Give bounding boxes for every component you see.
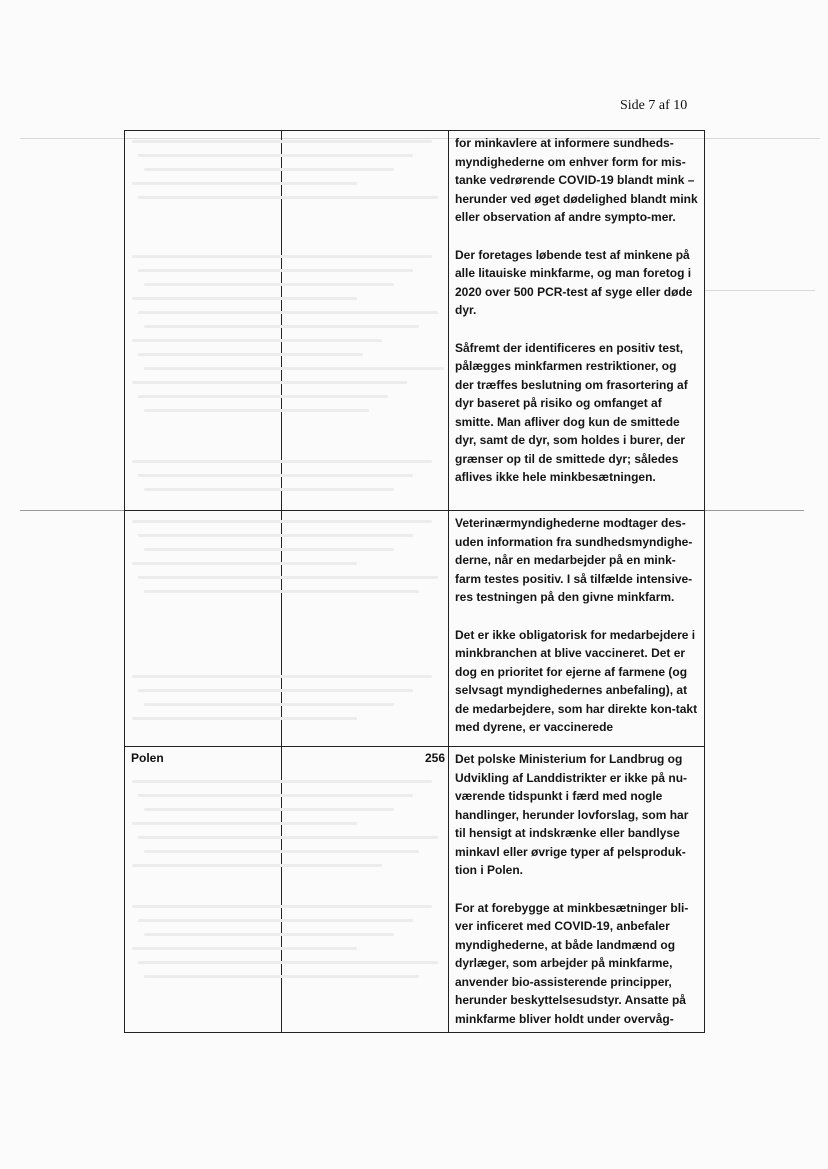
- bleed-through-mark: [132, 780, 432, 783]
- bleed-through-mark: [144, 975, 419, 978]
- paragraph: Det polske Ministerium for Landbrug og Udvikling af Landdistrikter er ikke på nu-værende tidspunkt i færd med nogle handlinger, herunder lovforslag, som har til hensigt at indskrænke eller bandlyse minkavl eller øvrige typer af pelsproduk-tion i Polen.: [455, 752, 689, 877]
- bleed-through-mark: [138, 474, 413, 477]
- paragraph: Der foretages løbende test af minkene på alle litauiske minkfarme, og man foretog i 2020 over 500 PCR-test af syge eller døde dyr.: [455, 247, 693, 317]
- bleed-through-mark: [138, 961, 438, 964]
- amount-cell: [282, 131, 449, 511]
- bleed-through-mark: [132, 182, 357, 185]
- paragraph: Veterinærmyndighederne modtager des-uden information fra sundhedsmyndighe-derne, når en medarbejder på en mink-farm testes positiv. I så tilfælde intensive-res testningen på den givne minkfarm.: [455, 516, 693, 604]
- bleed-through-mark: [132, 255, 432, 258]
- description-cell: [449, 511, 705, 747]
- bleed-through-mark: [132, 140, 432, 143]
- bleed-through-mark: [138, 395, 388, 398]
- paragraph: Det er ikke obligatorisk for medarbejdere i minkbranchen at blive vaccineret. Det er dog en prioritet for ejerne af farmene (og selvsagt myndighedernes anbefaling), at de medarbejdere, som har direkte kon-takt med dyrene, er vaccinerede: [455, 627, 698, 734]
- bleed-through-mark: [132, 562, 357, 565]
- bleed-through-mark: [144, 850, 419, 853]
- country-cell: [125, 131, 282, 511]
- amount-cell: [282, 511, 449, 747]
- bleed-through-mark: [138, 353, 363, 356]
- scan-line-mid-right: [704, 510, 804, 511]
- bleed-through-mark: [132, 864, 382, 867]
- bleed-through-mark: [144, 590, 419, 593]
- country-cell: Polen: [125, 747, 282, 1033]
- bleed-through-mark: [132, 297, 357, 300]
- bleed-through-mark: [144, 808, 394, 811]
- bleed-through-mark: [144, 548, 394, 551]
- description-cell: [449, 131, 705, 511]
- bleed-through-mark: [132, 520, 432, 523]
- country-cell: [125, 511, 282, 747]
- bleed-through-mark: [138, 534, 413, 537]
- scan-line-right: [705, 290, 815, 291]
- scan-line-mid: [20, 510, 124, 511]
- bleed-through-mark: [138, 919, 413, 922]
- table-row: [125, 131, 705, 511]
- bleed-through-mark: [138, 154, 413, 157]
- bleed-through-mark: [132, 381, 407, 384]
- bleed-through-mark: [138, 576, 438, 579]
- table-row: [125, 511, 705, 747]
- bleed-through-mark: [144, 488, 394, 491]
- country-table: [124, 130, 705, 1033]
- amount-cell: 256: [282, 747, 449, 1033]
- bleed-through-mark: [138, 196, 438, 199]
- bleed-through-mark: [138, 269, 413, 272]
- bleed-through-mark: [132, 822, 357, 825]
- paragraph: For at forebygge at minkbesætninger bli-ver inficeret med COVID-19, anbefaler myndighederne, at både landmænd og dyrlæger, som arbejder på minkfarme, anvender bio-assisterende principper, herunder beskyttelsesudstyr. Ansatte på minkfarme bliver holdt under overvåg-: [455, 900, 689, 1026]
- description-cell: [449, 747, 705, 1033]
- bleed-through-mark: [144, 703, 394, 706]
- page-number: Side 7 af 10: [620, 98, 688, 113]
- bleed-through-mark: [144, 168, 394, 171]
- bleed-through-mark: [132, 339, 382, 342]
- bleed-through-mark: [132, 675, 432, 678]
- bleed-through-mark: [132, 460, 432, 463]
- bleed-through-mark: [144, 409, 369, 412]
- bleed-through-mark: [132, 905, 432, 908]
- bleed-through-mark: [138, 794, 413, 797]
- bleed-through-mark: [138, 311, 438, 314]
- paragraph: Såfremt der identificeres en positiv test, pålægges minkfarmen restriktioner, og der træffes beslutning om frasortering af dyr baseret på risiko og omfanget af smitte. Man afliver dog kun de smittede dyr, samt de dyr, som holdes i burer, der grænser op til de smittede dyr; således aflives ikke hele minkbesætningen.: [455, 340, 688, 484]
- bleed-through-mark: [144, 933, 394, 936]
- bleed-through-mark: [132, 717, 357, 720]
- bleed-through-mark: [138, 689, 413, 692]
- bleed-through-mark: [144, 325, 419, 328]
- bleed-through-mark: [144, 283, 394, 286]
- paragraph: for minkavlere at informere sundheds-myndighederne om enhver form for mis-tanke vedrørende COVID-19 blandt mink – herunder ved øget dødelighed blandt mink eller observation af andre sympto-mer.: [455, 136, 698, 224]
- table-row: [125, 747, 705, 1033]
- bleed-through-mark: [138, 836, 438, 839]
- bleed-through-mark: [132, 947, 357, 950]
- bleed-through-mark: [144, 367, 444, 370]
